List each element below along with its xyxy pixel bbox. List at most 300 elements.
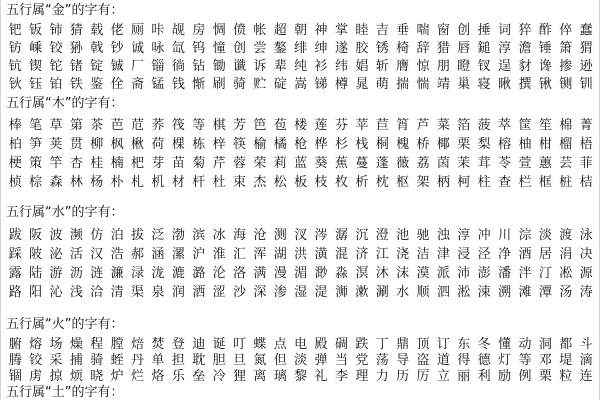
char-item: 烂: [131, 369, 145, 384]
char-item: 逞: [498, 59, 512, 74]
char-item: 沙: [232, 285, 246, 300]
char-item: 泊: [110, 228, 124, 243]
char-item: 阳: [29, 285, 43, 300]
char-item: 涔: [314, 228, 328, 243]
char-item: 杏: [69, 156, 83, 171]
char-item: 蓝: [294, 156, 308, 171]
char-item: 柯: [457, 175, 471, 190]
char-item: 淳: [457, 228, 471, 243]
char-item: 厉: [416, 369, 430, 384]
char-item: 驰: [416, 228, 430, 243]
char-item: 筐: [518, 118, 532, 133]
char-row: [5, 173, 597, 192]
char-item: 泛: [151, 228, 165, 243]
char-item: 佬: [110, 23, 124, 38]
char-item: 陆: [29, 266, 43, 281]
char-item: 澎: [477, 266, 491, 281]
char-item: 采: [49, 353, 63, 368]
char-item: 芳: [232, 118, 246, 133]
char-item: 懂: [498, 337, 512, 352]
char-item: 晓: [90, 369, 104, 384]
char-item: 杨: [90, 175, 104, 190]
char-row: [5, 58, 597, 75]
char-item: 窗: [436, 23, 450, 38]
char-row: [5, 116, 597, 135]
char-item: 涛: [579, 285, 593, 300]
char-item: 板: [294, 175, 308, 190]
char-item: 力: [375, 369, 389, 384]
char-item: 露: [8, 266, 22, 281]
char-item: 唇: [457, 41, 471, 56]
char-item: 洞: [538, 337, 552, 352]
char-item: 骑: [232, 77, 246, 92]
char-item: 晁: [355, 77, 369, 92]
char-item: 蔓: [355, 156, 369, 171]
char-item: 萱: [518, 156, 532, 171]
char-item: 棵: [171, 137, 185, 152]
char-item: 猜: [69, 23, 83, 38]
char-item: 锭: [90, 59, 104, 74]
char-item: 笙: [538, 118, 552, 133]
char-item: 桩: [559, 175, 573, 190]
char-item: 荷: [151, 137, 165, 152]
char-item: 咏: [151, 41, 165, 56]
char-item: 棒: [8, 118, 22, 133]
char-item: 钣: [29, 23, 43, 38]
char-item: 锗: [69, 59, 83, 74]
char-item: 荚: [49, 137, 63, 152]
char-item: 铁: [69, 77, 83, 92]
char-item: 倅: [559, 23, 573, 38]
char-item: 冲: [477, 228, 491, 243]
char-item: 辈: [273, 59, 287, 74]
char-item: 狲: [69, 41, 83, 56]
char-item: 都: [559, 337, 573, 352]
char-item: 瞪: [457, 59, 471, 74]
char-item: 铖: [110, 59, 124, 74]
char-item: 游: [49, 266, 63, 281]
char-item: 铡: [559, 77, 573, 92]
char-item: 柑: [538, 137, 552, 152]
char-item: 弹: [314, 353, 328, 368]
char-item: 棕: [29, 175, 43, 190]
char-item: 析: [355, 175, 369, 190]
char-item: 箫: [559, 41, 573, 56]
char-item: 咔: [151, 23, 165, 38]
char-item: 斩: [375, 59, 389, 74]
char-item: 丽: [457, 369, 471, 384]
char-item: 涵: [151, 247, 165, 262]
char-item: 漫: [273, 266, 287, 281]
char-item: 冷: [212, 369, 226, 384]
section-heading-water: 五行属“水”的字有：: [6, 205, 124, 220]
char-item: 锈: [375, 41, 389, 56]
char-item: 涓: [559, 247, 573, 262]
char-item: 碉: [334, 337, 348, 352]
char-item: 但: [273, 353, 287, 368]
char-item: 吉: [375, 23, 389, 38]
char-item: 梓: [212, 137, 226, 152]
char-item: 栗: [538, 369, 552, 384]
char-item: 浩: [110, 247, 124, 262]
char-item: 箔: [457, 118, 471, 133]
char-row: [5, 336, 597, 353]
char-item: 电: [294, 337, 308, 352]
char-item: 徜: [171, 59, 185, 74]
char-item: 筷: [232, 137, 246, 152]
char-item: 逊: [579, 59, 593, 74]
char-item: 杜: [212, 175, 226, 190]
char-item: 濂: [110, 266, 124, 281]
char-row: [5, 226, 597, 245]
char-item: 猎: [436, 41, 450, 56]
char-item: 滴: [579, 353, 593, 368]
char-item: 净: [498, 247, 512, 262]
char-item: 骑: [90, 353, 104, 368]
char-item: 滨: [192, 228, 206, 243]
char-item: 腑: [8, 337, 22, 352]
char-item: 洒: [192, 285, 206, 300]
char-item: 掌: [334, 23, 348, 38]
char-item: 订: [436, 337, 450, 352]
char-item: 神: [314, 23, 328, 38]
char-item: 纯: [294, 59, 308, 74]
char-item: 桦: [314, 137, 328, 152]
char-item: 栏: [518, 175, 532, 190]
char-item: 淡: [538, 228, 552, 243]
char-item: 顶: [416, 337, 430, 352]
char-item: 浊: [436, 228, 450, 243]
char-item: 林: [69, 175, 83, 190]
char-item: 汊: [294, 228, 308, 243]
char-item: 渗: [273, 285, 287, 300]
char-item: 芬: [334, 118, 348, 133]
char-item: 荔: [416, 156, 430, 171]
char-item: 帐: [253, 23, 267, 38]
char-item: 草: [49, 118, 63, 133]
char-item: 芦: [416, 118, 430, 133]
char-item: 点: [273, 337, 287, 352]
char-item: 浅: [69, 285, 83, 300]
char-item: 棋: [212, 118, 226, 133]
char-item: 泌: [49, 247, 63, 262]
char-item: 束: [232, 175, 246, 190]
char-item: 松: [273, 175, 287, 190]
char-item: 湖: [273, 247, 287, 262]
char-item: 枚: [334, 175, 348, 190]
char-item: 蓉: [232, 156, 246, 171]
char-item: 筲: [396, 118, 410, 133]
char-item: 潭: [538, 285, 552, 300]
char-item: 漉: [171, 266, 185, 281]
char-item: 枕: [375, 175, 389, 190]
char-item: 德: [477, 353, 491, 368]
char-item: 蕙: [538, 156, 552, 171]
char-item: 励: [498, 369, 512, 384]
char-item: 担: [171, 353, 185, 368]
char-item: 渤: [171, 228, 185, 243]
char-item: 栋: [192, 137, 206, 152]
char-item: 超: [273, 23, 287, 38]
char-item: 斋: [131, 77, 145, 92]
char-item: 水: [396, 285, 410, 300]
char-item: 佺: [110, 77, 124, 92]
char-item: 载: [90, 23, 104, 38]
char-item: 满: [253, 266, 267, 281]
char-item: 茵: [436, 156, 450, 171]
char-item: 漱: [355, 285, 369, 300]
char-item: 惊: [416, 59, 430, 74]
char-item: 鼎: [396, 337, 410, 352]
char-item: 淮: [212, 247, 226, 262]
char-item: 溯: [498, 285, 512, 300]
char-item: 黎: [294, 369, 308, 384]
char-item: 津: [436, 247, 450, 262]
char-item: 惭: [192, 77, 206, 92]
char-item: 渌: [131, 266, 145, 281]
char-item: 梧: [579, 137, 593, 152]
char-item: 渠: [131, 285, 145, 300]
char-item: 沪: [192, 247, 206, 262]
char-item: 氮: [253, 353, 267, 368]
char-item: 杆: [192, 175, 206, 190]
char-row: [5, 76, 597, 93]
char-item: 立: [436, 369, 450, 384]
char-item: 顺: [416, 285, 430, 300]
char-item: 凇: [559, 266, 573, 281]
char-row: [5, 135, 597, 154]
char-item: 莉: [273, 156, 287, 171]
char-item: 椅: [396, 41, 410, 56]
char-item: 梨: [477, 137, 491, 152]
char-item: 测: [273, 228, 287, 243]
char-item: 戟: [90, 41, 104, 56]
char-item: 居: [538, 247, 552, 262]
char-item: 浉: [334, 285, 348, 300]
char-item: 巢: [457, 77, 471, 92]
char-item: 蓬: [375, 156, 389, 171]
char-item: 桥: [416, 137, 430, 152]
char-item: 清: [110, 285, 124, 300]
char-item: 历: [396, 369, 410, 384]
char-item: 膺: [396, 59, 410, 74]
char-item: 遂: [334, 41, 348, 56]
char-item: 寝: [477, 77, 491, 92]
char-item: 厕: [131, 23, 145, 38]
char-item: 菊: [192, 156, 206, 171]
char-item: 源: [579, 266, 593, 281]
char-item: 厂: [131, 59, 145, 74]
char-item: 路: [8, 285, 22, 300]
char-item: 枝: [314, 175, 328, 190]
char-item: 荣: [253, 156, 267, 171]
char-item: 活: [69, 247, 83, 262]
char-item: 沦: [212, 266, 226, 281]
char-item: 淞: [457, 285, 471, 300]
char-item: 利: [477, 369, 491, 384]
char-item: 酢: [538, 23, 552, 38]
char-item: 贯: [69, 137, 83, 152]
char-item: 熔: [29, 337, 43, 352]
char-item: 撰: [518, 77, 532, 92]
char-item: 茉: [457, 156, 471, 171]
char-item: 涩: [212, 285, 226, 300]
char-item: 惆: [212, 23, 226, 38]
char-item: 杷: [131, 156, 145, 171]
char-item: 词: [498, 23, 512, 38]
char-item: 菁: [579, 118, 593, 133]
char-item: 靖: [436, 77, 450, 92]
char-item: 例: [518, 369, 532, 384]
char-item: 垂: [396, 23, 410, 38]
char-item: 腾: [8, 353, 22, 368]
char-item: 洁: [416, 247, 430, 262]
char-item: 波: [49, 228, 63, 243]
char-item: 等: [192, 118, 206, 133]
char-item: 惴: [416, 77, 430, 92]
char-item: 辞: [416, 41, 430, 56]
char-item: 湿: [294, 285, 308, 300]
char-item: 洛: [232, 266, 246, 281]
char-item: 叮: [232, 337, 246, 352]
char-item: 铊: [49, 59, 63, 74]
char-item: 嵊: [29, 41, 43, 56]
char-item: 川: [498, 228, 512, 243]
char-item: 钰: [29, 77, 43, 92]
char-item: 泷: [151, 266, 165, 281]
char-item: 柏: [8, 137, 22, 152]
char-item: 堤: [559, 353, 573, 368]
char-item: 潘: [498, 266, 512, 281]
char-item: 锤: [538, 41, 552, 56]
char-item: 钬: [8, 77, 22, 92]
char-item: 胆: [212, 353, 226, 368]
char-item: 迪: [192, 337, 206, 352]
char-row: [5, 40, 597, 57]
char-item: 榴: [559, 137, 573, 152]
char-item: 嵩: [294, 77, 308, 92]
char-item: 枢: [396, 175, 410, 190]
char-item: 膛: [110, 337, 124, 352]
char-item: 渡: [559, 228, 573, 243]
char-item: 橘: [273, 137, 287, 152]
char-item: 苗: [171, 156, 185, 171]
char-item: 溟: [355, 266, 369, 281]
char-item: 汤: [559, 285, 573, 300]
char-item: 湄: [294, 266, 308, 281]
char-item: 楸: [131, 137, 145, 152]
char-item: 濒: [69, 228, 83, 243]
char-row: [5, 22, 597, 39]
char-item: 铈: [49, 23, 63, 38]
char-item: 柚: [518, 137, 532, 152]
char-item: 芭: [110, 118, 124, 133]
char-item: 钻: [192, 59, 206, 74]
char-item: 焙: [131, 337, 145, 352]
char-item: 离: [253, 369, 267, 384]
char-item: 涑: [477, 285, 491, 300]
char-item: 朋: [436, 59, 450, 74]
char-item: 渺: [314, 266, 328, 281]
char-item: 杉: [334, 137, 348, 152]
char-row: [5, 352, 597, 369]
char-item: 炉: [110, 369, 124, 384]
char-item: 沫: [396, 266, 410, 281]
char-item: 浑: [253, 247, 267, 262]
char-item: 殿: [314, 337, 328, 352]
char-item: 荞: [151, 118, 165, 133]
char-item: 菜: [436, 118, 450, 133]
char-item: 枪: [294, 137, 308, 152]
char-item: 诉: [253, 59, 267, 74]
char-item: 狸: [232, 369, 246, 384]
char-item: 郝: [131, 247, 145, 262]
char-item: 锑: [314, 77, 328, 92]
char-item: 当: [334, 353, 348, 368]
char-item: 森: [49, 175, 63, 190]
char-row: [5, 283, 597, 302]
char-item: 浸: [457, 247, 471, 262]
char-item: 鉴: [90, 77, 104, 92]
char-item: 房: [192, 23, 206, 38]
char-item: 跋: [8, 228, 22, 243]
char-item: 杰: [253, 175, 267, 190]
char-item: 混: [334, 247, 348, 262]
char-item: 沧: [253, 228, 267, 243]
char-item: 偾: [232, 23, 246, 38]
char-item: 榆: [253, 137, 267, 152]
char-item: 葵: [314, 156, 328, 171]
char-item: 党: [355, 353, 369, 368]
char-item: 槐: [396, 137, 410, 152]
char-item: 潞: [192, 266, 206, 281]
char-row: [5, 368, 597, 385]
char-item: 蛭: [110, 353, 124, 368]
char-item: 朝: [294, 23, 308, 38]
char-item: 济: [355, 247, 369, 262]
char-item: 澄: [375, 228, 389, 243]
char-item: 绅: [314, 41, 328, 56]
char-item: 钞: [110, 41, 124, 56]
char-item: 程: [90, 337, 104, 352]
char-item: 动: [518, 337, 532, 352]
char-item: 榕: [498, 137, 512, 152]
char-item: 跌: [355, 337, 369, 352]
char-item: 笔: [29, 118, 43, 133]
char-item: 刷: [212, 77, 226, 92]
char-item: 猬: [579, 41, 593, 56]
char-item: 萌: [375, 77, 389, 92]
char-item: 锄: [212, 59, 226, 74]
char-item: 桂: [90, 156, 104, 171]
char-item: 材: [171, 175, 185, 190]
char-item: 涟: [90, 266, 104, 281]
char-item: 澹: [518, 41, 532, 56]
char-item: 栈: [355, 137, 369, 152]
char-item: 泮: [518, 266, 532, 281]
char-item: 笆: [253, 118, 267, 133]
char-item: 乐: [171, 369, 185, 384]
char-item: 苞: [273, 118, 287, 133]
char-item: 淼: [334, 266, 348, 281]
char-item: 掺: [559, 59, 573, 74]
char-item: 豺: [518, 59, 532, 74]
char-item: 樽: [334, 77, 348, 92]
char-item: 锰: [151, 77, 165, 92]
char-item: 单: [151, 353, 165, 368]
char-item: 酒: [518, 247, 532, 262]
char-item: 笋: [29, 137, 43, 152]
